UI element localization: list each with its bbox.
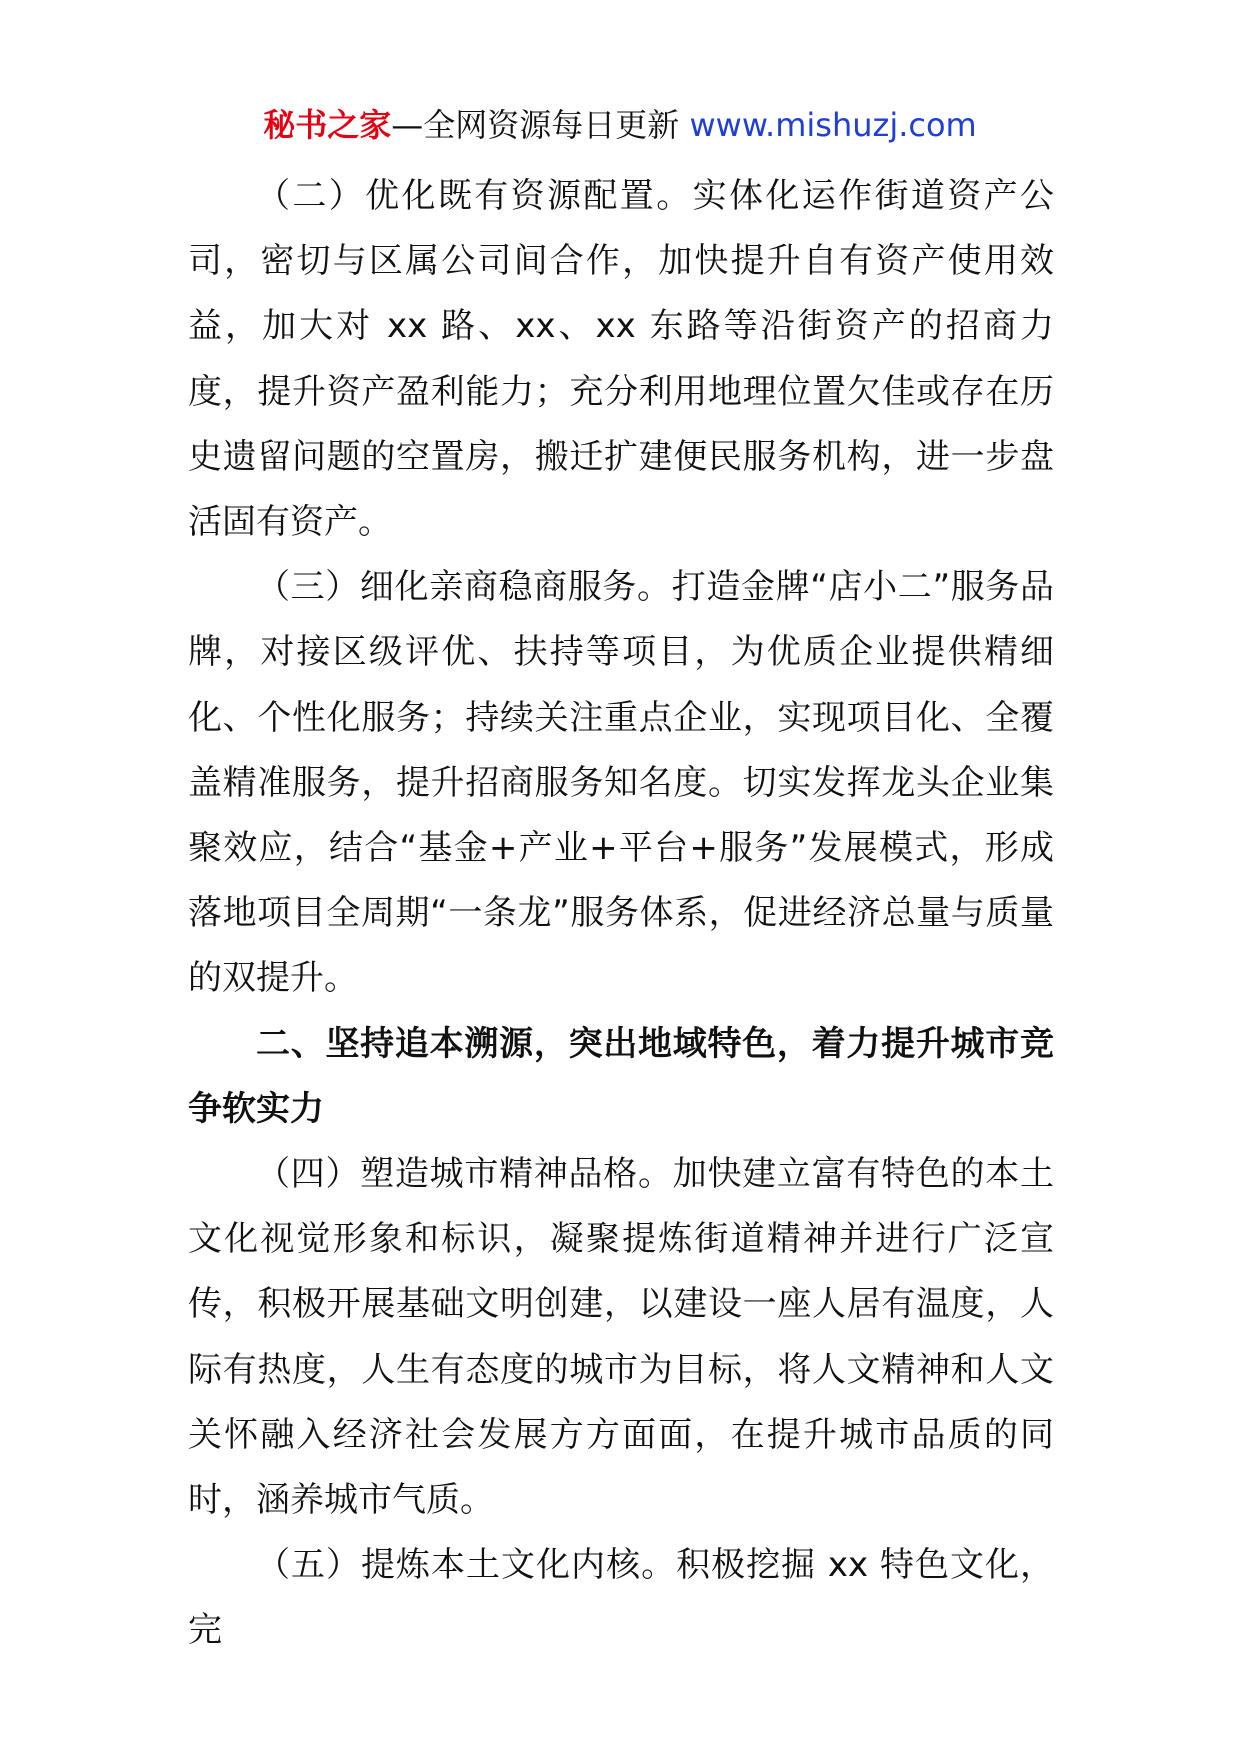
brand-name: 秘书之家 — [263, 106, 392, 144]
paragraph-city-spirit: （四）塑造城市精神品格。加快建立富有特色的本土文化视觉形象和标识，凝聚提炼街道精神并进行广泛宣传，积极开展基础文明创建，以建设一座人居有温度，人际有热度，人生有态度的城市为目标，将人文精神和人文关怀融入经济社会发展方方面面，在提升城市品质的同时，涵养城市气质。 — [188, 1154, 1054, 1521]
paragraph-business-service: （三）细化亲商稳商服务。打造金牌“店小二”服务品牌，对接区级评优、扶持等项目，为优质企业提供精细化、个性化服务；持续关注重点企业，实现项目化、全覆盖精准服务，提升招商服务知名度。切实发挥龙头企业集聚效应，结合“基金+产业+平台+服务”发展模式，形成落地项目全周期“一条龙”服务体系，促进经济总量与质量的双提升。 — [188, 567, 1054, 999]
paragraph-local-culture: （五）提炼本土文化内核。积极挖掘 xx 特色文化，完 — [188, 1545, 1054, 1651]
site-url-link[interactable]: www.mishuzj.com — [689, 106, 977, 144]
paragraph-optimize-resources: （二）优化既有资源配置。实体化运作街道资产公司，密切与区属公司间合作，加快提升自有资产使用效益，加大对 xx 路、xx、xx 东路等沿街资产的招商力度，提升资产盈利能力；充分利用地理位置欠佳或存在历史遗留问题的空置房，搬迁扩建便民服务机构，进一步盘活固有资产。 — [188, 176, 1054, 543]
site-header — [0, 100, 1240, 150]
header-tagline: —全网资源每日更新 — [391, 106, 690, 144]
section-heading-two: 二、坚持追本溯源，突出地域特色，着力提升城市竞争软实力 — [188, 1023, 1054, 1129]
document-body — [188, 164, 1054, 1664]
